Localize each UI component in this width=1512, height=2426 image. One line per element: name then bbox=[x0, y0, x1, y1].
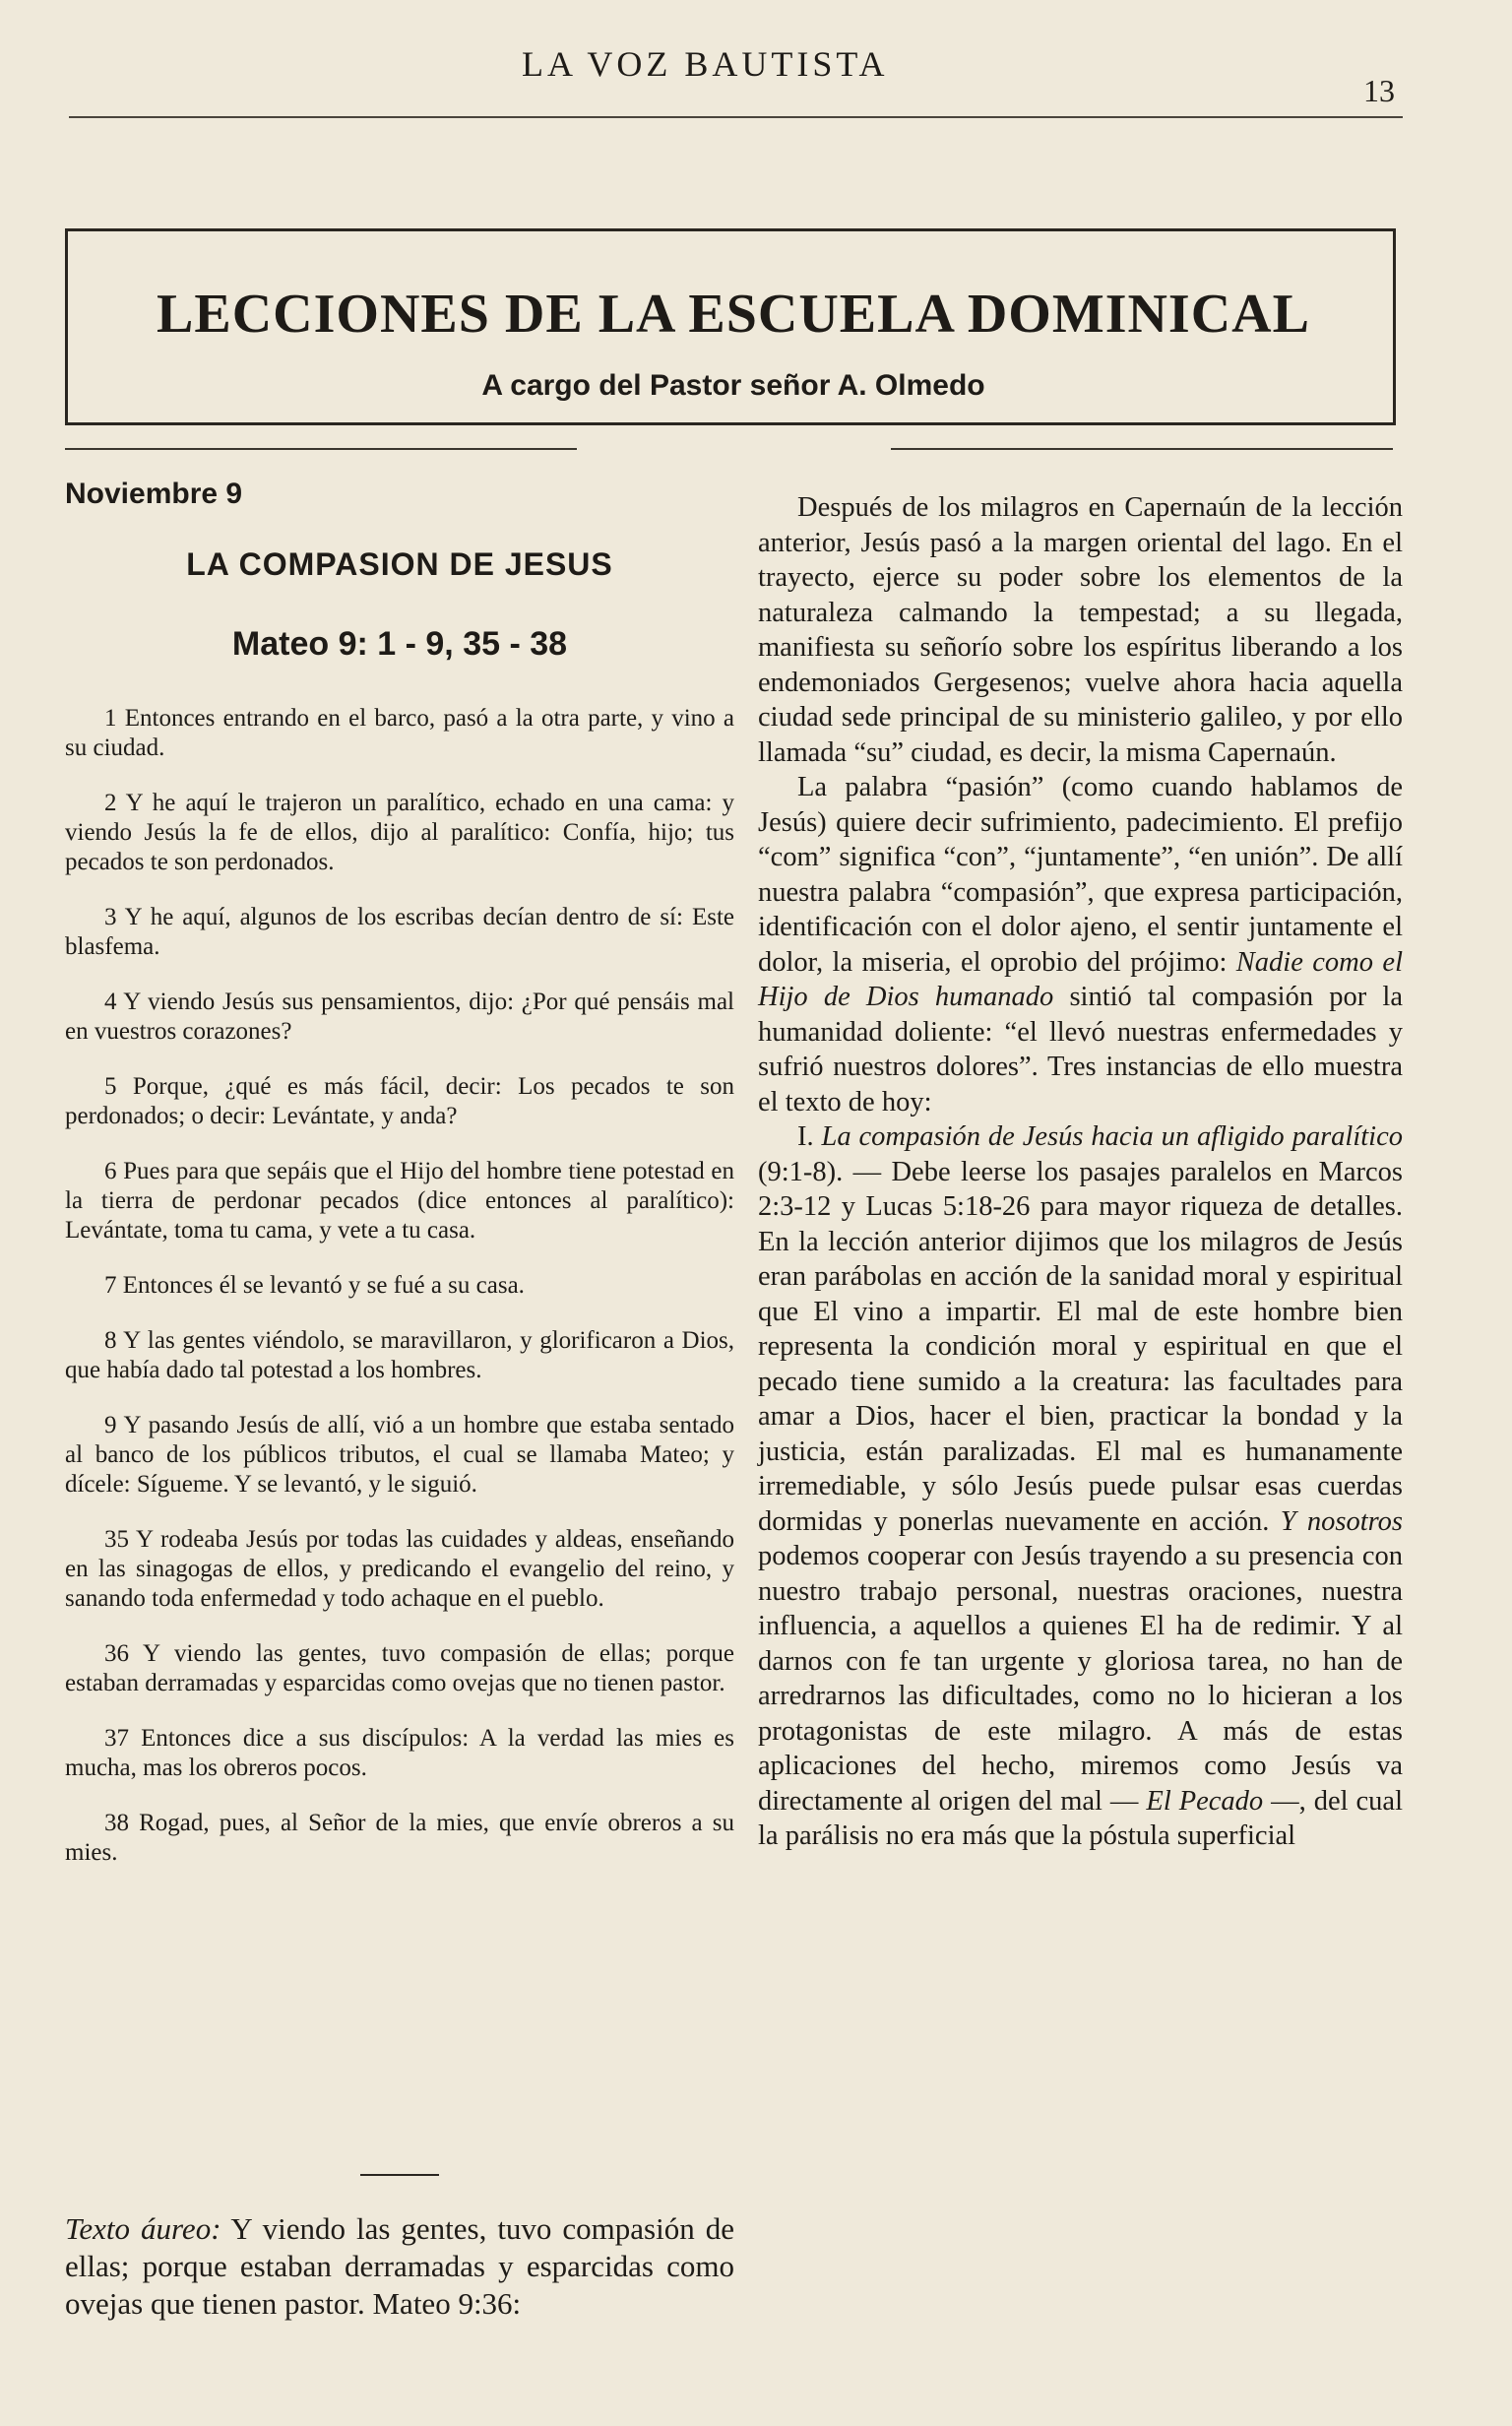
commentary-paragraph: Después de los milagros en Capernaún de la lección anterior, Jesús pasó a la margen oriental del lago. En el trayecto, ejerce su poder sobre los elementos de la naturaleza calmando la tempestad; a su llegada, manifiesta su señorío sobre los espíritus liberando a los endemoniados Gergesenos; vuelve ahora hacia aquella ciudad sede principal de su ministerio galileo, y por ello llamada “su” ciudad, es decir, la misma Capernaún. bbox=[758, 492, 1403, 768]
verse-list bbox=[65, 704, 734, 1893]
masthead: LA VOZ BAUTISTA bbox=[522, 44, 889, 84]
divider bbox=[360, 2174, 439, 2176]
lesson-reference: Mateo 9: 1 - 9, 35 - 38 bbox=[231, 625, 568, 663]
section-subtitle: A cargo del Pastor señor A. Olmedo bbox=[481, 369, 985, 402]
verse: 5 Porque, ¿qué es más fácil, decir: Los pecados te son perdonados; o decir: Levántate, y anda? bbox=[65, 1073, 734, 1129]
verse: 4 Y viendo Jesús sus pensamientos, dijo: ¿Por qué pensáis mal en vuestros corazones? bbox=[65, 989, 734, 1045]
verse: 1 Entonces entrando en el barco, pasó a la otra parte, y vino a su ciudad. bbox=[65, 705, 734, 761]
emphasis: La compasión de Jesús hacia un afligido paralítico bbox=[821, 1121, 1403, 1152]
emphasis: Nadie como el Hijo de Dios humanado bbox=[758, 946, 1403, 1012]
verse: 3 Y he aquí, algunos de los escribas decían dentro de sí: Este blasfema. bbox=[65, 904, 734, 960]
verse: 2 Y he aquí le trajeron un paralítico, echado en una cama: y viendo Jesús la fe de ellos, dijo al paralítico: Confía, hijo; tus pecados te son perdonados. bbox=[65, 790, 734, 875]
verse: 37 Entonces dice a sus discípulos: A la verdad las mies es mucha, mas los obreros pocos. bbox=[65, 1725, 734, 1781]
commentary-paragraph bbox=[758, 770, 1403, 1119]
golden-text bbox=[65, 2210, 734, 2323]
golden-text-body: Y viendo las gentes, tuvo compasión de ellas; porque estaban derramadas y esparcidas como ovejas que tienen pastor. Mateo 9:36: bbox=[65, 2211, 734, 2321]
text-run: —, del cual la parálisis no era más que la póstula superficial bbox=[758, 1785, 1403, 1851]
emphasis: Y nosotros bbox=[1280, 1505, 1403, 1537]
text-run: sintió tal compasión por la humanidad doliente: “el llevó nuestras enfermedades y sufrió nuestros dolores”. Tres instancias de ello muestra el texto de hoy: bbox=[758, 982, 1403, 1117]
verse: 9 Y pasando Jesús de allí, vió a un hombre que estaba sentado al banco de los públicos tributos, el cual se llamaba Mateo; y dícele: Sígueme. Y se levantó, y le siguió. bbox=[65, 1412, 734, 1498]
verse: 36 Y viendo las gentes, tuvo compasión de ellas; porque estaban derramadas y esparcidas como ovejas que no tienen pastor. bbox=[65, 1640, 734, 1696]
right-column-rule bbox=[891, 448, 1393, 450]
verse: 7 Entonces él se levantó y se fué a su casa. bbox=[104, 1272, 525, 1299]
text-run: I. bbox=[797, 1121, 822, 1152]
commentary-column bbox=[758, 490, 1403, 1854]
text-run: La palabra “pasión” (como cuando hablamos de Jesús) quiere decir sufrimiento, padecimiento. El prefijo “com” significa “con”, “juntamente”, “en unión”. De allí nuestra palabra “compasión”, que expresa participación, identificación con el dolor ajeno, el sentir juntamente el dolor, la miseria, el oprobio del prójimo: bbox=[758, 772, 1403, 978]
header-rule bbox=[69, 116, 1403, 118]
verse: 35 Y rodeaba Jesús por todas las cuidades y aldeas, enseñando en las sinagogas de ellos, y predicando el evangelio del reino, y sanando toda enfermedad y todo achaque en el pueblo. bbox=[65, 1526, 734, 1612]
section-title: LECCIONES DE LA ESCUELA DOMINICAL bbox=[157, 284, 1310, 345]
lesson-title: LA COMPASION DE JESUS bbox=[186, 546, 613, 582]
golden-text-label: Texto áureo: bbox=[65, 2211, 221, 2246]
text-run: (9:1-8). — Debe leerse los pasajes paralelos en Marcos 2:3-12 y Lucas 5:18-26 para mayor riqueza de detalles. En la lección anterior dijimos que los milagros de Jesús eran parábolas en acción de la sanidad moral y espiritual que El vino a impartir. El mal de este hombre bien representa la condición moral y espiritual en que el pecado tiene sumido a la creatura: las facultades para amar a Dios, hacer el bien, practicar la bondad y la justicia, están paralizadas. El mal es humanamente irremediable, y sólo Jesús puede pulsar esas cuerdas dormidas y ponerlas nuevamente en acción. bbox=[758, 1156, 1403, 1537]
commentary-paragraph bbox=[758, 1119, 1403, 1854]
page-number: 13 bbox=[1363, 73, 1395, 108]
verse: 8 Y las gentes viéndolo, se maravillaron, y glorificaron a Dios, que había dado tal potestad a los hombres. bbox=[65, 1327, 734, 1383]
running-head bbox=[0, 37, 1512, 106]
text-run: podemos cooperar con Jesús trayendo a su presencia con nuestro trabajo personal, nuestras oraciones, nuestra influencia, a aquellos a quienes El ha de redimir. Y al darnos con fe tan urgente y gloriosa tarea, no han de arredrarnos las dificultades, como no lo hicieran a los protagonistas de este milagro. A más de estas aplicaciones del hecho, miremos como Jesús va directamente al origen del mal — bbox=[758, 1541, 1403, 1817]
lesson-date: Noviembre 9 bbox=[65, 478, 243, 510]
emphasis: El Pecado bbox=[1146, 1785, 1264, 1817]
section-title-box bbox=[65, 228, 1396, 425]
left-column-rule bbox=[65, 448, 577, 450]
verse: 6 Pues para que sepáis que el Hijo del hombre tiene potestad en la tierra de perdonar pecados (dice entonces al paralítico): Levántate, toma tu cama, y vete a tu casa. bbox=[65, 1158, 734, 1244]
verse: 38 Rogad, pues, al Señor de la mies, que envíe obreros a su mies. bbox=[65, 1810, 734, 1866]
